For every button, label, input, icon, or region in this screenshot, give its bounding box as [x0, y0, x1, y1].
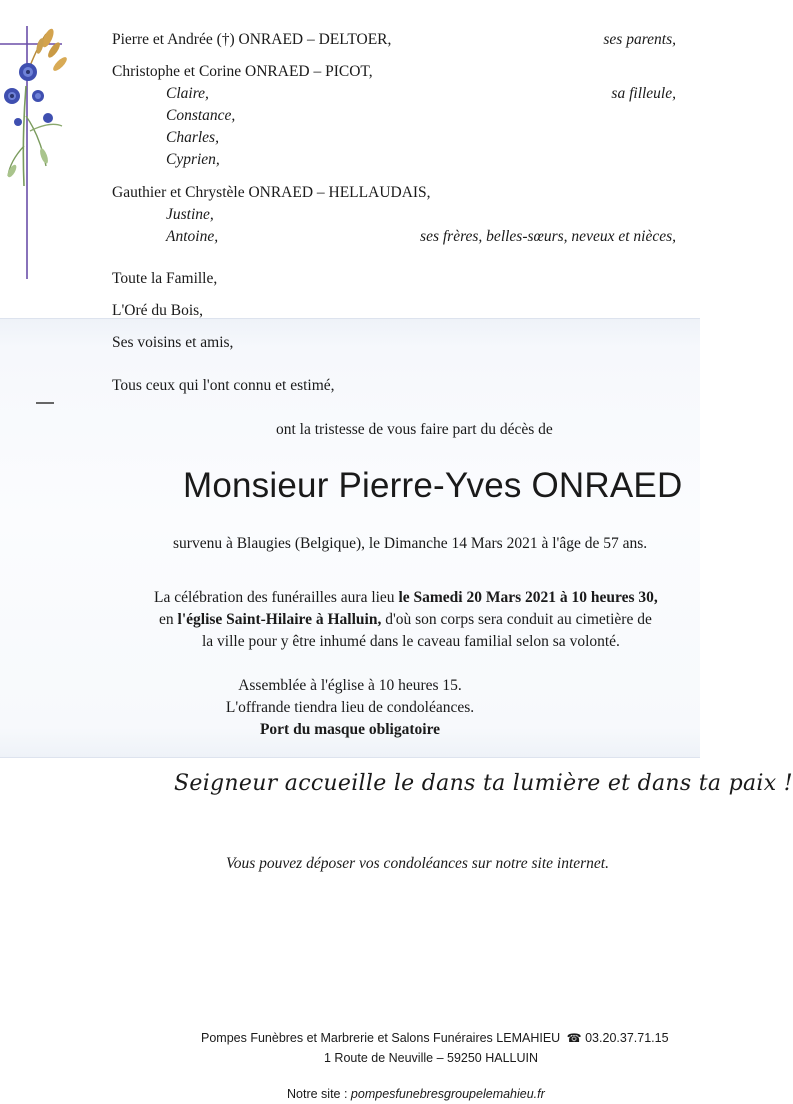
condolences-note: Vous pouvez déposer vos condoléances sur notre site internet.	[226, 855, 609, 872]
fold-line	[0, 757, 700, 758]
sibling1-child: Constance,	[166, 107, 236, 124]
mask-notice: Port du masque obligatoire	[259, 721, 441, 738]
funeral-line-1: La célébration des funérailles aura lieu le Samedi 20 Mars 2021 à 10 heures 30,	[154, 589, 658, 606]
stray-mark	[36, 402, 54, 404]
deceased-name: Monsieur Pierre-Yves ONRAED	[183, 466, 683, 505]
prayer-text: Seigneur accueille le dans ta lumière et dans ta paix !	[174, 771, 793, 796]
website-link[interactable]: pompesfunebresgroupelemahieu.fr	[350, 1087, 545, 1101]
website-line: Notre site : pompesfunebresgroupelemahieu.fr	[287, 1087, 545, 1101]
funeral-line-2: en l'église Saint-Hilaire à Halluin, d'où son corps sera conduit au cimetière de	[159, 611, 652, 628]
death-info: survenu à Blaugies (Belgique), le Dimanche 14 Mars 2021 à l'âge de 57 ans.	[173, 535, 648, 552]
others-line: Ses voisins et amis,	[112, 334, 234, 351]
sibling2-line: Gauthier et Chrystèle ONRAED – HELLAUDAIS,	[112, 184, 431, 201]
others-line: Toute la Famille,	[112, 270, 218, 287]
phone-icon: ☎	[566, 1031, 582, 1045]
others-line: L'Oré du Bois,	[112, 302, 204, 319]
funeral-line-3: la ville pour y être inhumé dans le caveau familial selon sa volonté.	[202, 633, 620, 650]
cross-flowers-logo	[0, 26, 75, 281]
funeral-home-address: 1 Route de Neuville – 59250 HALLUIN	[324, 1051, 539, 1065]
sibling1-child: Cyprien,	[166, 151, 220, 168]
parents-role: ses parents,	[603, 31, 676, 48]
sibling2-child: Justine,	[166, 206, 214, 223]
fold-line	[0, 318, 700, 319]
sibling1-child: Claire,	[166, 85, 209, 102]
sibling1-child: Charles,	[166, 129, 219, 146]
assembly-info: Assemblée à l'église à 10 heures 15.	[238, 677, 462, 694]
sibling2-role: ses frères, belles-sœurs, neveux et nièces,	[420, 228, 676, 245]
funeral-home-line: Pompes Funèbres et Marbrerie et Salons Funéraires LEMAHIEU ☎ 03.20.37.71.15	[201, 1031, 669, 1045]
offering-info: L'offrande tiendra lieu de condoléances.	[225, 699, 475, 716]
sibling2-child: Antoine,	[166, 228, 219, 245]
sibling1-role: sa filleule,	[611, 85, 676, 102]
parents-line: Pierre et Andrée (†) ONRAED – DELTOER,	[112, 31, 392, 48]
others-line: Tous ceux qui l'ont connu et estimé,	[112, 377, 335, 394]
sibling1-line: Christophe et Corine ONRAED – PICOT,	[112, 63, 373, 80]
announcement-intro: ont la tristesse de vous faire part du décès de	[276, 421, 553, 438]
phone-number: 03.20.37.71.15	[585, 1031, 669, 1045]
